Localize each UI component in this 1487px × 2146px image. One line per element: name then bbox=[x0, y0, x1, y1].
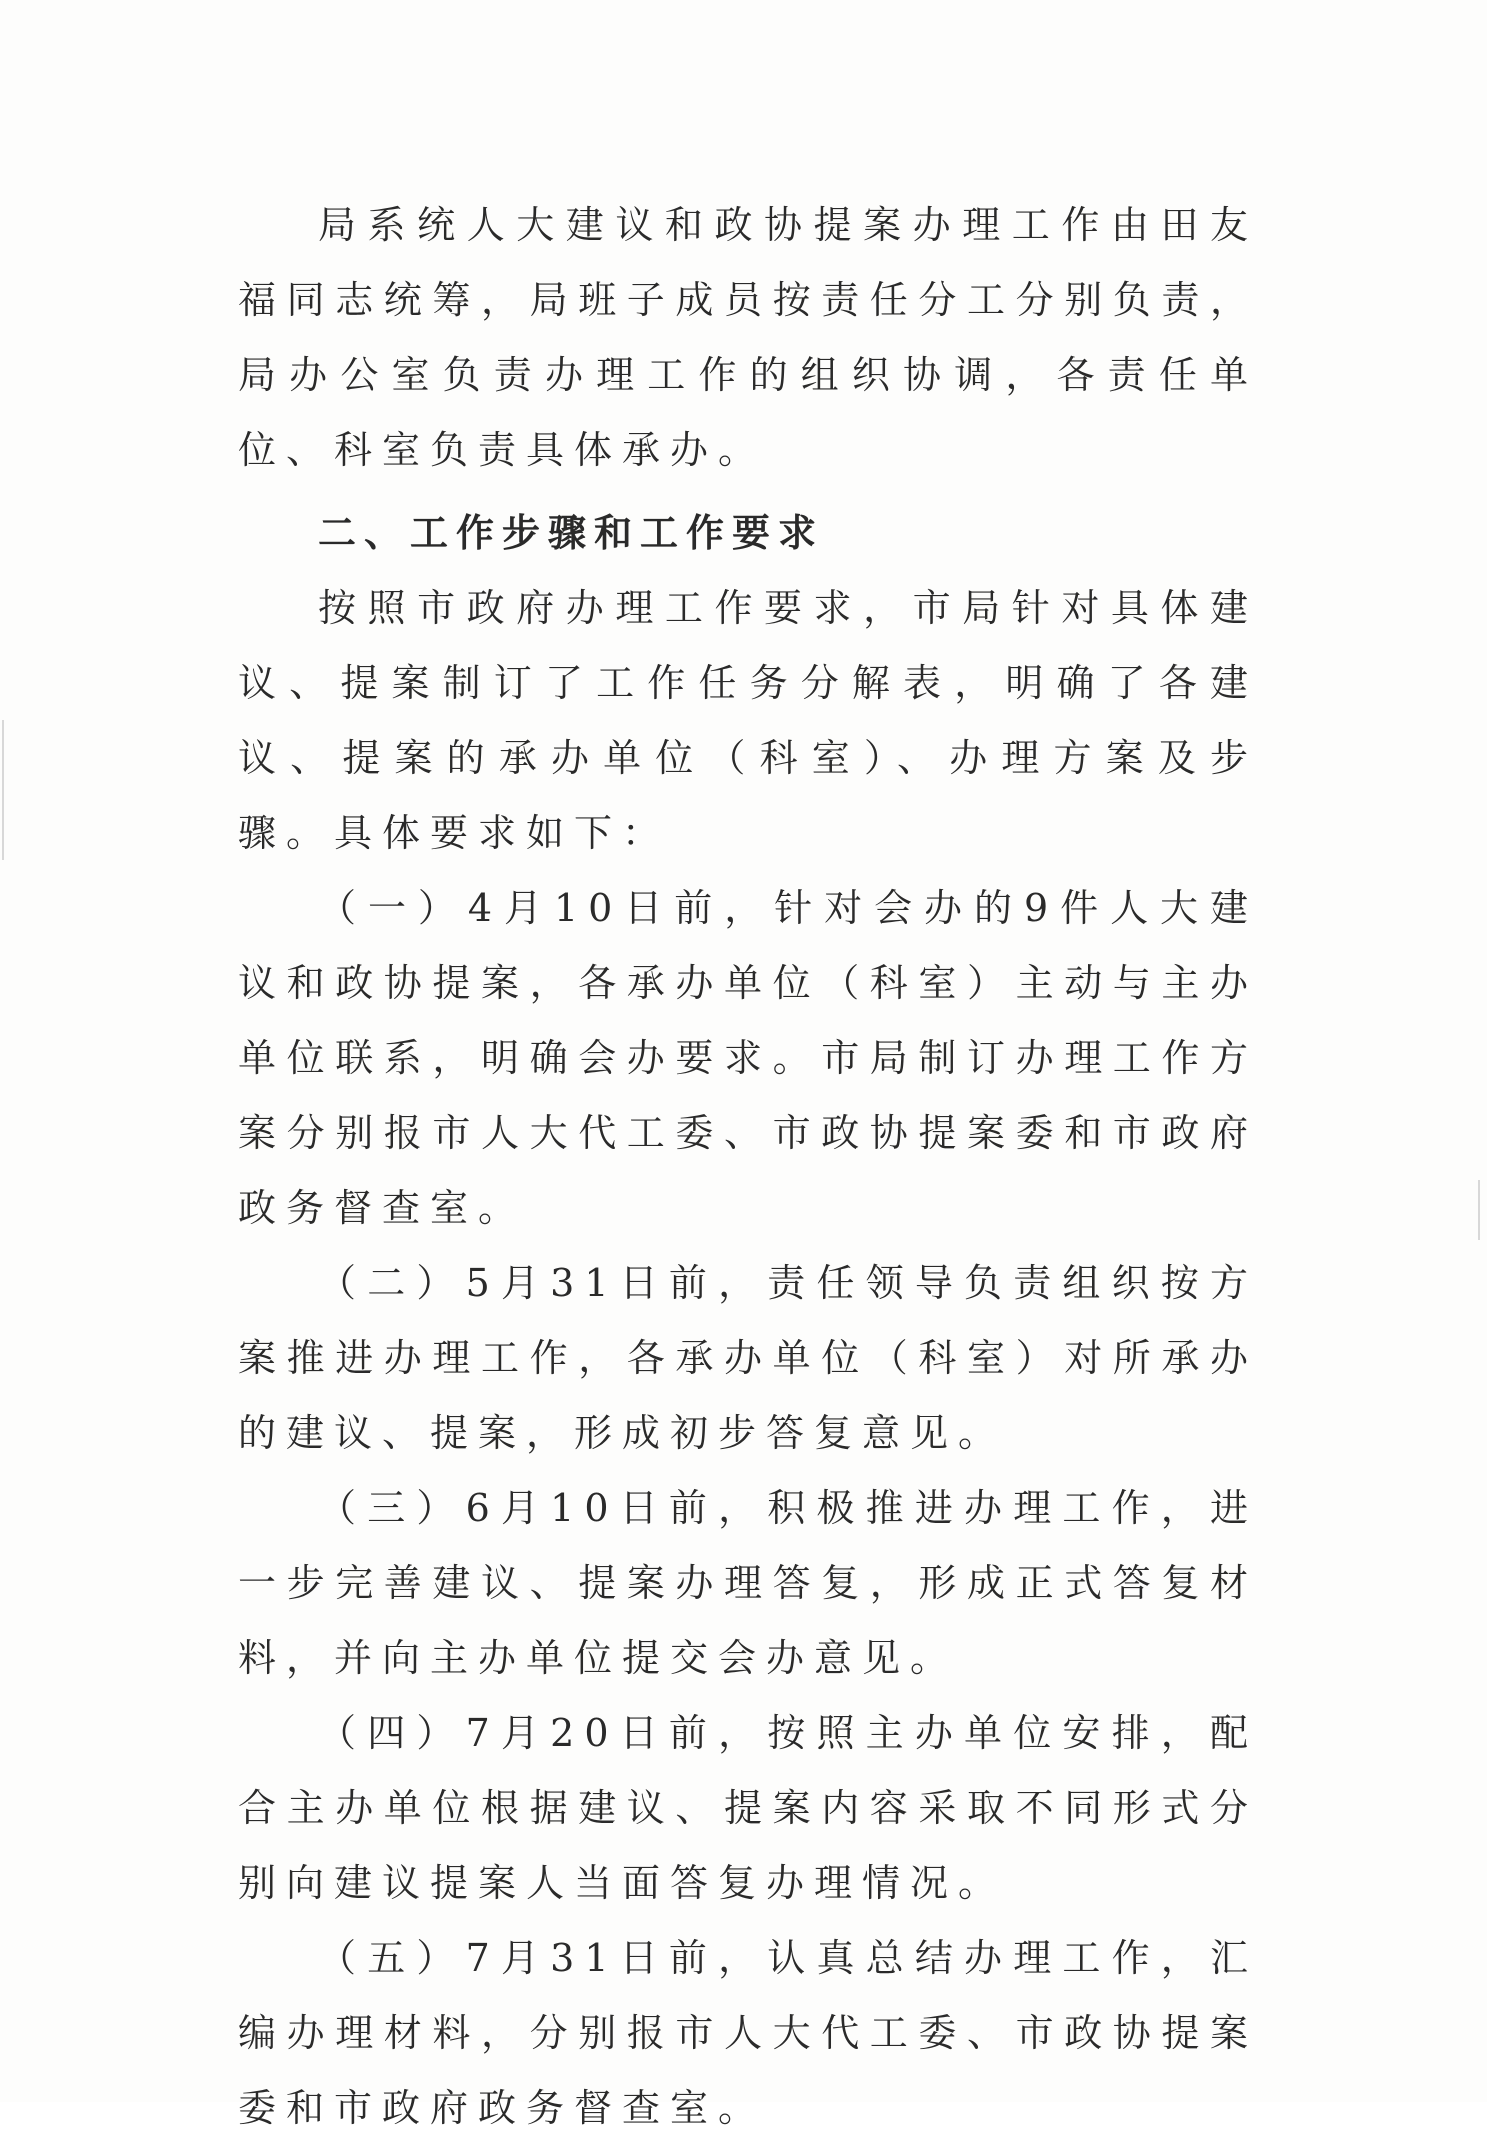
scan-edge-mark bbox=[2, 720, 4, 860]
paragraph-intro-requirements: 按照市政府办理工作要求，市局针对具体建议、提案制订了工作任务分解表，明确了各建议、提案的承办单位（科室）、办理方案及步骤。具体要求如下： bbox=[238, 586, 1258, 855]
scan-edge-mark bbox=[1478, 1180, 1480, 1240]
paragraph-responsibility: 局系统人大建议和政协提案办理工作由田友福同志统筹，局班子成员按责任分工分别负责，局办公室负责办理工作的组织协调，各责任单位、科室负责具体承办。 bbox=[238, 203, 1258, 472]
paragraph-step-2: （二）5月31日前，责任领导负责组织按方案推进办理工作，各承办单位（科室）对所承办的建议、提案，形成初步答复意见。 bbox=[238, 1261, 1258, 1455]
paragraph-step-3: （三）6月10日前，积极推进办理工作，进一步完善建议、提案办理答复，形成正式答复材料，并向主办单位提交会办意见。 bbox=[238, 1486, 1258, 1680]
paragraph-step-1: （一）4月10日前，针对会办的9件人大建议和政协提案，各承办单位（科室）主动与主办单位联系，明确会办要求。市局制订办理工作方案分别报市人大代工委、市政协提案委和市政府政务督查室。 bbox=[238, 886, 1258, 1230]
document-body bbox=[238, 188, 1258, 2146]
paragraph-step-5: （五）7月31日前，认真总结办理工作，汇编办理材料，分别报市人大代工委、市政协提案委和市政府政务督查室。 bbox=[238, 1936, 1258, 2130]
paragraph-step-4: （四）7月20日前，按照主办单位安排，配合主办单位根据建议、提案内容采取不同形式分别向建议提案人当面答复办理情况。 bbox=[238, 1711, 1258, 1905]
section-heading-steps: 二、工作步骤和工作要求 bbox=[318, 511, 825, 555]
